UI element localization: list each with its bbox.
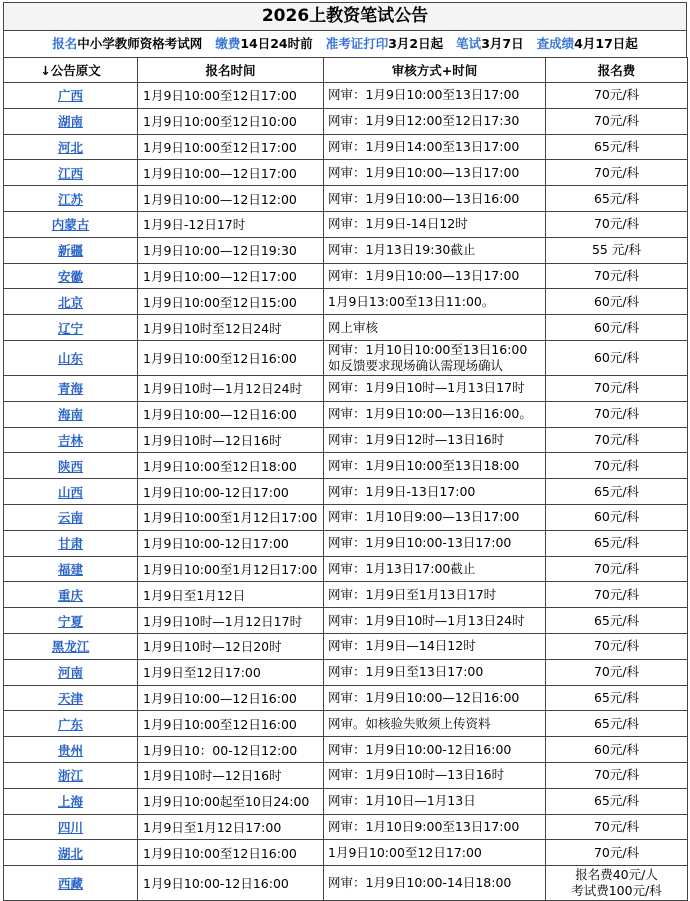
registration-time-cell: 1月9日10:00—12日12:00 — [138, 186, 324, 212]
registration-time-cell: 1月9日10时—1月12日24时 — [138, 375, 324, 401]
exam-text: 3月7日 — [481, 36, 524, 51]
table-row — [4, 375, 688, 401]
key-dates-bar — [3, 31, 687, 57]
table-row — [4, 237, 688, 263]
registration-time-cell: 1月9日10:00至12日18:00 — [138, 453, 324, 479]
province-cell — [4, 186, 138, 212]
province-cell — [4, 504, 138, 530]
review-text: 网审。如核验失败须上传资料 — [328, 715, 491, 731]
registration-time-cell: 1月9日至12日17:00 — [138, 659, 324, 685]
fee-cell — [546, 840, 688, 866]
province-notice-link[interactable]: 安徽 — [57, 268, 83, 284]
table-row — [4, 186, 688, 212]
registration-time-cell: 1月9日-12日17时 — [138, 211, 324, 237]
fee-text: 60元/科 — [593, 509, 640, 525]
fee-text: 70元/科 — [593, 818, 640, 834]
province-notice-link[interactable]: 河北 — [57, 139, 83, 155]
province-notice-link[interactable]: 湖北 — [57, 845, 83, 861]
table-header-row — [4, 58, 688, 83]
province-notice-link[interactable]: 海南 — [57, 407, 83, 423]
review-cell — [324, 633, 546, 659]
review-text: 网审：1月9日10:00—13日16:00 — [328, 190, 520, 206]
table-row — [4, 762, 688, 788]
province-notice-link[interactable]: 云南 — [57, 510, 83, 526]
review-cell — [324, 401, 546, 427]
fee-text: 65元/科 — [593, 535, 640, 551]
province-notice-link[interactable]: 河南 — [57, 665, 83, 681]
fee-text: 70元/科 — [593, 406, 640, 422]
province-cell — [4, 582, 138, 608]
review-text: 网审：1月10日9:00至13日17:00 — [328, 818, 520, 834]
review-text: 网审：1月13日17:00截止 — [328, 560, 476, 576]
registration-time-cell: 1月9日10时—12日16时 — [138, 762, 324, 788]
fee-cell — [546, 737, 688, 763]
province-cell — [4, 237, 138, 263]
review-cell — [324, 737, 546, 763]
table-row — [4, 134, 688, 160]
province-cell — [4, 453, 138, 479]
registration-time-cell: 1月9日10时—12日20时 — [138, 633, 324, 659]
fee-text: 65元/科 — [593, 138, 640, 154]
province-notice-link[interactable]: 贵州 — [57, 742, 83, 758]
fee-text: 70元/科 — [593, 431, 640, 447]
review-text: 网审：1月9日10时—1月13日24时 — [328, 612, 525, 628]
review-text: 网审：1月9日至1月13日17时 — [328, 586, 497, 602]
review-cell — [324, 479, 546, 505]
table-row — [4, 866, 688, 901]
fee-text: 70元/科 — [593, 457, 640, 473]
review-text: 网审：1月13日19:30截止 — [328, 242, 476, 258]
review-text: 网审：1月9日至13日17:00 — [328, 664, 484, 680]
province-notice-link[interactable]: 吉林 — [57, 432, 83, 448]
registration-time-cell: 1月9日10:00至12日16:00 — [138, 711, 324, 737]
province-notice-link[interactable]: 陕西 — [57, 458, 83, 474]
review-cell — [324, 108, 546, 134]
province-cell — [4, 83, 138, 109]
province-cell — [4, 211, 138, 237]
fee-cell — [546, 108, 688, 134]
review-text: 网审：1月9日10:00至13日18:00 — [328, 457, 520, 473]
registration-time-cell: 1月9日10:00—12日19:30 — [138, 237, 324, 263]
table-row — [4, 711, 688, 737]
review-text: 网审：1月9日14:00至13日17:00 — [328, 138, 520, 154]
fee-cell — [546, 315, 688, 341]
province-notice-link[interactable]: 青海 — [57, 381, 83, 397]
review-cell — [324, 83, 546, 109]
province-notice-link[interactable]: 四川 — [57, 819, 83, 835]
fee-text: 65元/科 — [593, 689, 640, 705]
review-cell — [324, 608, 546, 634]
review-text: 网审：1月10日10:00至13日16:00 — [328, 341, 528, 357]
registration-time-cell: 1月9日10:00至12日10:00 — [138, 108, 324, 134]
header-registration-fee: 报名费 — [546, 58, 688, 83]
province-notice-link[interactable]: 江苏 — [57, 191, 83, 207]
province-notice-link[interactable]: 浙江 — [57, 768, 83, 784]
fee-cell — [546, 340, 688, 375]
review-text: 网审：1月9日10:00至13日17:00 — [328, 87, 520, 103]
review-text: 网审：1月9日10:00—13日16:00。 — [328, 406, 532, 422]
province-cell — [4, 134, 138, 160]
fee-text: 65元/科 — [593, 483, 640, 499]
province-notice-link[interactable]: 江西 — [57, 165, 83, 181]
fee-text: 70元/科 — [593, 844, 640, 860]
review-cell — [324, 340, 546, 375]
fee-text: 60元/科 — [593, 349, 640, 365]
province-cell — [4, 608, 138, 634]
review-cell — [324, 711, 546, 737]
fee-cell — [546, 83, 688, 109]
registration-time-cell: 1月9日10:00—12日16:00 — [138, 401, 324, 427]
fee-text: 70元/科 — [593, 380, 640, 396]
page-title: 2026上教资笔试公告 — [3, 2, 687, 31]
fee-cell — [546, 866, 688, 901]
fee-text: 65元/科 — [593, 612, 640, 628]
header-review-method-time: 审核方式+时间 — [324, 58, 546, 83]
table-row — [4, 582, 688, 608]
registration-time-cell: 1月9日10:00至1月12日17:00 — [138, 504, 324, 530]
province-cell — [4, 866, 138, 901]
review-cell — [324, 160, 546, 186]
review-cell — [324, 375, 546, 401]
header-original-notice: ↓公告原文 — [4, 58, 138, 83]
schedule-table — [3, 57, 688, 901]
table-row — [4, 840, 688, 866]
registration-text: 中小学教师资格考试网 — [77, 36, 203, 51]
province-cell — [4, 530, 138, 556]
review-text: 网审：1月9日10:00-12日16:00 — [328, 741, 512, 757]
fee-cell — [546, 237, 688, 263]
review-cell — [324, 504, 546, 530]
fee-text: 60元/科 — [593, 293, 640, 309]
province-notice-link[interactable]: 山东 — [57, 350, 83, 366]
announcement-sheet — [3, 2, 687, 901]
province-cell — [4, 108, 138, 134]
province-notice-link[interactable]: 北京 — [57, 294, 83, 310]
fee-text: 65元/科 — [593, 715, 640, 731]
review-cell — [324, 788, 546, 814]
table-row — [4, 479, 688, 505]
review-cell — [324, 427, 546, 453]
review-text: 1月9日10:00至12日17:00 — [328, 844, 482, 860]
review-text: 网审：1月9日10:00—13日17:00 — [328, 267, 520, 283]
table-row — [4, 737, 688, 763]
table-row — [4, 608, 688, 634]
table-row — [4, 659, 688, 685]
payment-label: 缴费 — [215, 36, 241, 51]
registration-time-cell: 1月9日10:00—12日17:00 — [138, 160, 324, 186]
province-notice-link[interactable]: 内蒙古 — [51, 217, 90, 233]
review-cell — [324, 685, 546, 711]
table-row — [4, 530, 688, 556]
fee-cell — [546, 788, 688, 814]
province-notice-link[interactable]: 湖南 — [57, 114, 83, 130]
registration-time-cell: 1月9日10:00-12日16:00 — [138, 866, 324, 901]
review-text: 网审：1月10日—1月13日 — [328, 793, 476, 809]
review-cell — [324, 814, 546, 840]
province-cell — [4, 556, 138, 582]
province-notice-link[interactable]: 新疆 — [57, 243, 83, 259]
province-notice-link[interactable]: 黑龙江 — [51, 639, 90, 655]
review-text: 1月9日13:00至13日11:00。 — [328, 293, 495, 309]
payment-text: 14日24时前 — [240, 36, 313, 51]
fee-text: 70元/科 — [593, 164, 640, 180]
fee-cell — [546, 582, 688, 608]
fee-cell — [546, 263, 688, 289]
registration-time-cell: 1月9日10:00至12日15:00 — [138, 289, 324, 315]
table-body — [4, 83, 688, 901]
exam-label: 笔试 — [456, 36, 482, 51]
review-text: 网审：1月9日-13日17:00 — [328, 483, 476, 499]
fee-cell — [546, 556, 688, 582]
registration-time-cell: 1月9日10:00—12日16:00 — [138, 685, 324, 711]
fee-cell — [546, 633, 688, 659]
review-cell — [324, 211, 546, 237]
province-cell — [4, 289, 138, 315]
province-notice-link[interactable]: 宁夏 — [57, 613, 83, 629]
table-row — [4, 633, 688, 659]
fee-cell — [546, 160, 688, 186]
fee-cell — [546, 186, 688, 212]
fee-cell — [546, 289, 688, 315]
fee-text: 报名费40元/人 — [575, 867, 658, 883]
fee-text: 65元/科 — [593, 190, 640, 206]
table-row — [4, 340, 688, 375]
fee-text: 70元/科 — [593, 216, 640, 232]
review-text: 网审：1月9日—14日12时 — [328, 638, 476, 654]
registration-time-cell: 1月9日10时—1月12日17时 — [138, 608, 324, 634]
province-cell — [4, 427, 138, 453]
fee-cell — [546, 375, 688, 401]
province-cell — [4, 762, 138, 788]
score-label: 查成绩 — [536, 36, 575, 51]
table-row — [4, 315, 688, 341]
review-cell — [324, 237, 546, 263]
fee-cell — [546, 814, 688, 840]
review-cell — [324, 866, 546, 901]
registration-time-cell: 1月9日10：00-12日12:00 — [138, 737, 324, 763]
province-cell — [4, 401, 138, 427]
review-text: 网审：1月9日-14日12时 — [328, 216, 468, 232]
review-text: 如反馈要求现场确认需现场确认 — [328, 357, 504, 373]
table-row — [4, 263, 688, 289]
table-row — [4, 685, 688, 711]
province-cell — [4, 160, 138, 186]
table-row — [4, 401, 688, 427]
province-cell — [4, 340, 138, 375]
province-cell — [4, 711, 138, 737]
fee-cell — [546, 401, 688, 427]
fee-cell — [546, 211, 688, 237]
province-cell — [4, 375, 138, 401]
province-notice-link[interactable]: 广东 — [57, 716, 83, 732]
fee-text: 考试费100元/科 — [571, 883, 662, 899]
province-cell — [4, 814, 138, 840]
fee-text: 70元/科 — [593, 767, 640, 783]
fee-text: 60元/科 — [593, 741, 640, 757]
review-cell — [324, 263, 546, 289]
fee-cell — [546, 762, 688, 788]
review-cell — [324, 315, 546, 341]
fee-text: 70元/科 — [593, 87, 640, 103]
registration-time-cell: 1月9日10:00至12日17:00 — [138, 83, 324, 109]
registration-time-cell: 1月9日10:00起至10日24:00 — [138, 788, 324, 814]
review-text: 网审：1月10日9:00—13日17:00 — [328, 509, 520, 525]
province-cell — [4, 840, 138, 866]
review-text: 网审：1月9日10:00-13日17:00 — [328, 535, 512, 551]
registration-time-cell: 1月9日10:00至12日16:00 — [138, 340, 324, 375]
registration-time-cell: 1月9日10:00-12日17:00 — [138, 530, 324, 556]
province-cell — [4, 788, 138, 814]
fee-cell — [546, 134, 688, 160]
table-row — [4, 814, 688, 840]
ticket-text: 3月2日起 — [388, 36, 444, 51]
fee-text: 70元/科 — [593, 560, 640, 576]
fee-cell — [546, 608, 688, 634]
ticket-label: 准考证打印 — [325, 36, 389, 51]
table-row — [4, 83, 688, 109]
registration-time-cell: 1月9日10时至12日24时 — [138, 315, 324, 341]
review-cell — [324, 556, 546, 582]
review-text: 网审：1月9日12:00至12日17:30 — [328, 113, 520, 129]
registration-time-cell: 1月9日10时—12日16时 — [138, 427, 324, 453]
review-text: 网审：1月9日12时—13日16时 — [328, 431, 505, 447]
fee-cell — [546, 685, 688, 711]
table-row — [4, 453, 688, 479]
province-notice-link[interactable]: 广西 — [57, 88, 83, 104]
province-cell — [4, 263, 138, 289]
fee-cell — [546, 479, 688, 505]
province-cell — [4, 479, 138, 505]
table-row — [4, 108, 688, 134]
province-notice-link[interactable]: 甘肃 — [57, 536, 83, 552]
fee-text: 70元/科 — [593, 586, 640, 602]
registration-time-cell: 1月9日10:00—12日17:00 — [138, 263, 324, 289]
review-cell — [324, 453, 546, 479]
fee-text: 70元/科 — [593, 638, 640, 654]
review-cell — [324, 530, 546, 556]
registration-time-cell: 1月9日至1月12日17:00 — [138, 814, 324, 840]
review-text: 网审：1月9日10时—13日16时 — [328, 767, 505, 783]
province-cell — [4, 633, 138, 659]
fee-cell — [546, 427, 688, 453]
review-cell — [324, 289, 546, 315]
registration-label: 报名 — [52, 36, 78, 51]
fee-cell — [546, 504, 688, 530]
table-row — [4, 788, 688, 814]
header-registration-time: 报名时间 — [138, 58, 324, 83]
province-notice-link[interactable]: 辽宁 — [57, 320, 83, 336]
registration-time-cell: 1月9日10:00至12日16:00 — [138, 840, 324, 866]
table-row — [4, 289, 688, 315]
fee-text: 70元/科 — [593, 664, 640, 680]
fee-cell — [546, 711, 688, 737]
score-text: 4月17日起 — [574, 36, 638, 51]
review-text: 网审：1月9日10:00—12日16:00 — [328, 689, 520, 705]
province-notice-link[interactable]: 上海 — [57, 794, 83, 810]
review-cell — [324, 134, 546, 160]
review-text: 网审：1月9日10:00-14日18:00 — [328, 875, 512, 891]
registration-time-cell: 1月9日10:00-12日17:00 — [138, 479, 324, 505]
review-text: 网上审核 — [328, 319, 379, 335]
province-notice-link[interactable]: 山西 — [57, 484, 83, 500]
table-row — [4, 211, 688, 237]
registration-time-cell: 1月9日10:00至1月12日17:00 — [138, 556, 324, 582]
province-notice-link[interactable]: 西藏 — [57, 876, 83, 892]
review-cell — [324, 762, 546, 788]
table-row — [4, 556, 688, 582]
fee-text: 65元/科 — [593, 793, 640, 809]
province-cell — [4, 315, 138, 341]
fee-text: 70元/科 — [593, 267, 640, 283]
review-cell — [324, 186, 546, 212]
province-notice-link[interactable]: 天津 — [57, 690, 83, 706]
fee-text: 70元/科 — [593, 113, 640, 129]
province-cell — [4, 737, 138, 763]
table-row — [4, 160, 688, 186]
fee-cell — [546, 453, 688, 479]
province-cell — [4, 685, 138, 711]
fee-cell — [546, 530, 688, 556]
province-notice-link[interactable]: 福建 — [57, 561, 83, 577]
fee-text: 55 元/科 — [591, 242, 642, 258]
province-cell — [4, 659, 138, 685]
table-row — [4, 427, 688, 453]
province-notice-link[interactable]: 重庆 — [57, 587, 83, 603]
fee-text: 60元/科 — [593, 319, 640, 335]
review-cell — [324, 582, 546, 608]
fee-cell — [546, 659, 688, 685]
review-cell — [324, 659, 546, 685]
review-text: 网审：1月9日10时—1月13日17时 — [328, 380, 525, 396]
registration-time-cell: 1月9日10:00至12日17:00 — [138, 134, 324, 160]
registration-time-cell: 1月9日至1月12日 — [138, 582, 324, 608]
table-row — [4, 504, 688, 530]
review-cell — [324, 840, 546, 866]
review-text: 网审：1月9日10:00—13日17:00 — [328, 164, 520, 180]
